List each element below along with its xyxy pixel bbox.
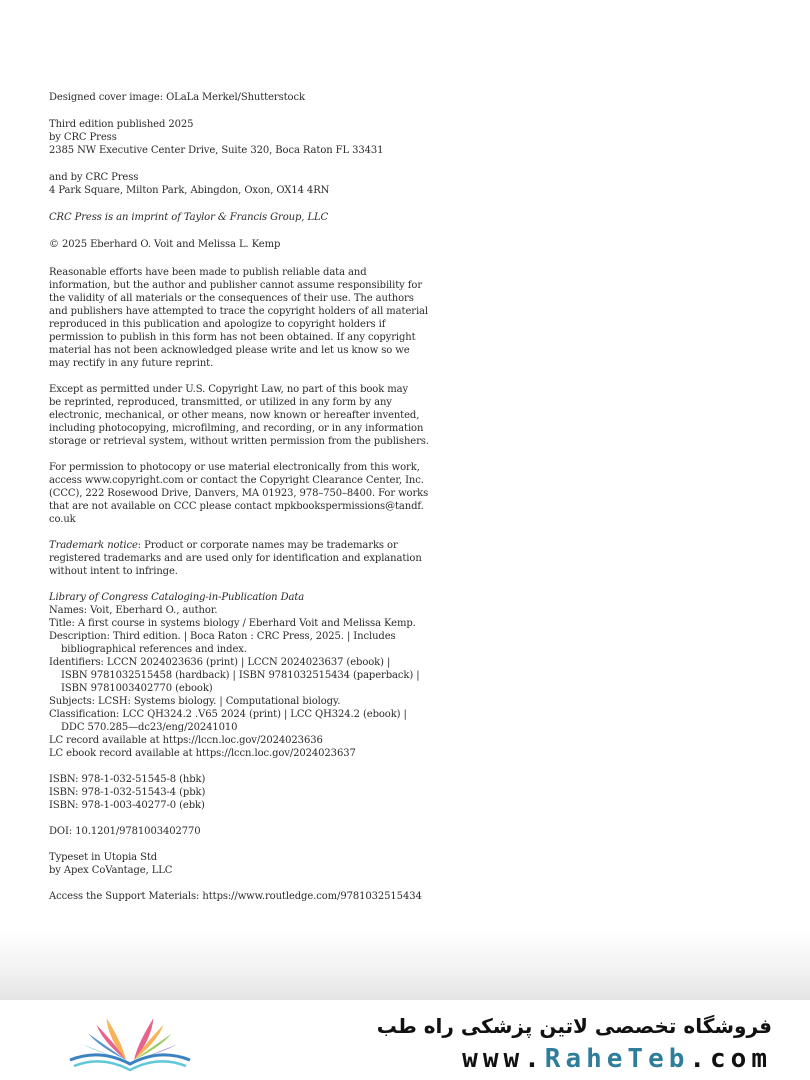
disclaimer-paragraph [49,266,429,370]
cover-credit: Designed cover image: OLaLa Merkel/Shutterstock [49,92,305,103]
disclaimer-line: may rectify in any future reprint. [49,358,214,369]
copyright-law-line: including photocopying, microfilming, and recording, or in any information [49,423,424,434]
isbn-list [49,773,429,812]
loc-line: ISBN 9781032515458 (hardback) | ISBN 9781032515434 (paperback) | [61,670,420,681]
disclaimer-line: the validity of all materials or the consequences of their use. The authors [49,293,414,304]
permissions-line: that are not available on CCC please contact mpkbookspermissions@tandf. [49,501,424,512]
trademark-paragraph [49,539,429,578]
edition-line: Third edition published 2025 [49,119,194,130]
publisher-address: 2385 NW Executive Center Drive, Suite 320, Boca Raton FL 33431 [49,145,384,156]
disclaimer-line: Reasonable efforts have been made to publish reliable data and [49,267,367,278]
copyright-law-paragraph [49,383,429,448]
copyright-law-line: electronic, mechanical, or other means, now known or hereafter invented, [49,410,420,421]
trademark-first-line [49,539,429,552]
cataloging-data [49,591,429,760]
trademark-label: Trademark notice [49,540,138,551]
loc-line: LC record available at https://lccn.loc.gov/2024023636 [49,735,323,746]
isbn-line: ISBN: 978-1-032-51543-4 (pbk) [49,787,206,798]
disclaimer-line: information, but the author and publisher cannot assume responsibility for [49,280,423,291]
permissions-line: (CCC), 222 Rosewood Drive, Danvers, MA 01923, 978–750–8400. For works [49,488,429,499]
publisher-by: by CRC Press [49,132,117,143]
isbn-line: ISBN: 978-1-032-51545-8 (hbk) [49,774,206,785]
url-brand: RaheTeb [544,1044,690,1074]
typeset-by: by Apex CoVantage, LLC [49,865,173,876]
store-name: فروشگاه تخصصی لاتین پزشکی راه طب [376,1014,772,1038]
copyright-law-line: Except as permitted under U.S. Copyright Law, no part of this book may [49,384,409,395]
loc-line: Classification: LCC QH324.2 .V65 2024 (print) | LCC QH324.2 (ebook) | [49,709,407,720]
loc-line: Identifiers: LCCN 2024023636 (print) | LCCN 2024023637 (ebook) | [49,657,391,668]
permissions-line: For permission to photocopy or use material electronically from this work, [49,462,420,473]
permissions-paragraph [49,461,429,526]
publisher-by: and by CRC Press [49,172,139,183]
loc-heading: Library of Congress Cataloging-in-Publication Data [49,592,305,603]
trademark-text: : Product or corporate names may be trademarks or [137,540,398,551]
loc-line: bibliographical references and index. [61,644,247,655]
loc-line: LC ebook record available at https://lccn.loc.gov/2024023637 [49,748,356,759]
copyright-text-column [49,91,429,903]
url-prefix: www. [462,1044,545,1074]
publisher-address: 4 Park Square, Milton Park, Abingdon, Oxon, OX14 4RN [49,185,330,196]
edition-block [49,118,429,157]
trademark-line: without intent to infringe. [49,566,178,577]
loc-line: Names: Voit, Eberhard O., author. [49,605,218,616]
permissions-line: co.uk [49,514,76,525]
open-book-icon [60,1008,200,1074]
disclaimer-line: permission to publish in this form has not been obtained. If any copyright [49,332,416,343]
support-materials-line: Access the Support Materials: https://www.routledge.com/9781032515434 [49,891,422,902]
loc-line: Title: A first course in systems biology / Eberhard Voit and Melissa Kemp. [49,618,416,629]
permissions-line: access www.copyright.com or contact the Copyright Clearance Center, Inc. [49,475,424,486]
disclaimer-line: and publishers have attempted to trace the copyright holders of all material [49,306,429,317]
trademark-line: registered trademarks and are used only for identification and explanation [49,553,422,564]
copyright-law-line: be reprinted, reproduced, transmitted, or utilized in any form by any [49,397,392,408]
loc-line: ISBN 9781003402770 (ebook) [61,683,213,694]
store-footer-banner [0,1000,810,1080]
isbn-line: ISBN: 978-1-003-40277-0 (ebk) [49,800,205,811]
disclaimer-line: material has not been acknowledged please write and let us know so we [49,345,410,356]
loc-line: Subjects: LCSH: Systems biology. | Computational biology. [49,696,341,707]
uk-publisher-block [49,171,429,197]
copyright-line: © 2025 Eberhard O. Voit and Melissa L. Kemp [49,239,281,250]
loc-line: DDC 570.285—dc23/eng/20241010 [61,722,238,733]
imprint-line: CRC Press is an imprint of Taylor & Francis Group, LLC [49,212,329,223]
doi-line: DOI: 10.1201/9781003402770 [49,826,201,837]
disclaimer-line: reproduced in this publication and apologize to copyright holders if [49,319,386,330]
url-suffix: .com [689,1044,772,1074]
typeset-block [49,851,429,877]
copyright-law-line: storage or retrieval system, without written permission from the publishers. [49,436,429,447]
store-url[interactable] [462,1044,772,1074]
typeset-font: Typeset in Utopia Std [49,852,158,863]
loc-line: Description: Third edition. | Boca Raton : CRC Press, 2025. | Includes [49,631,396,642]
